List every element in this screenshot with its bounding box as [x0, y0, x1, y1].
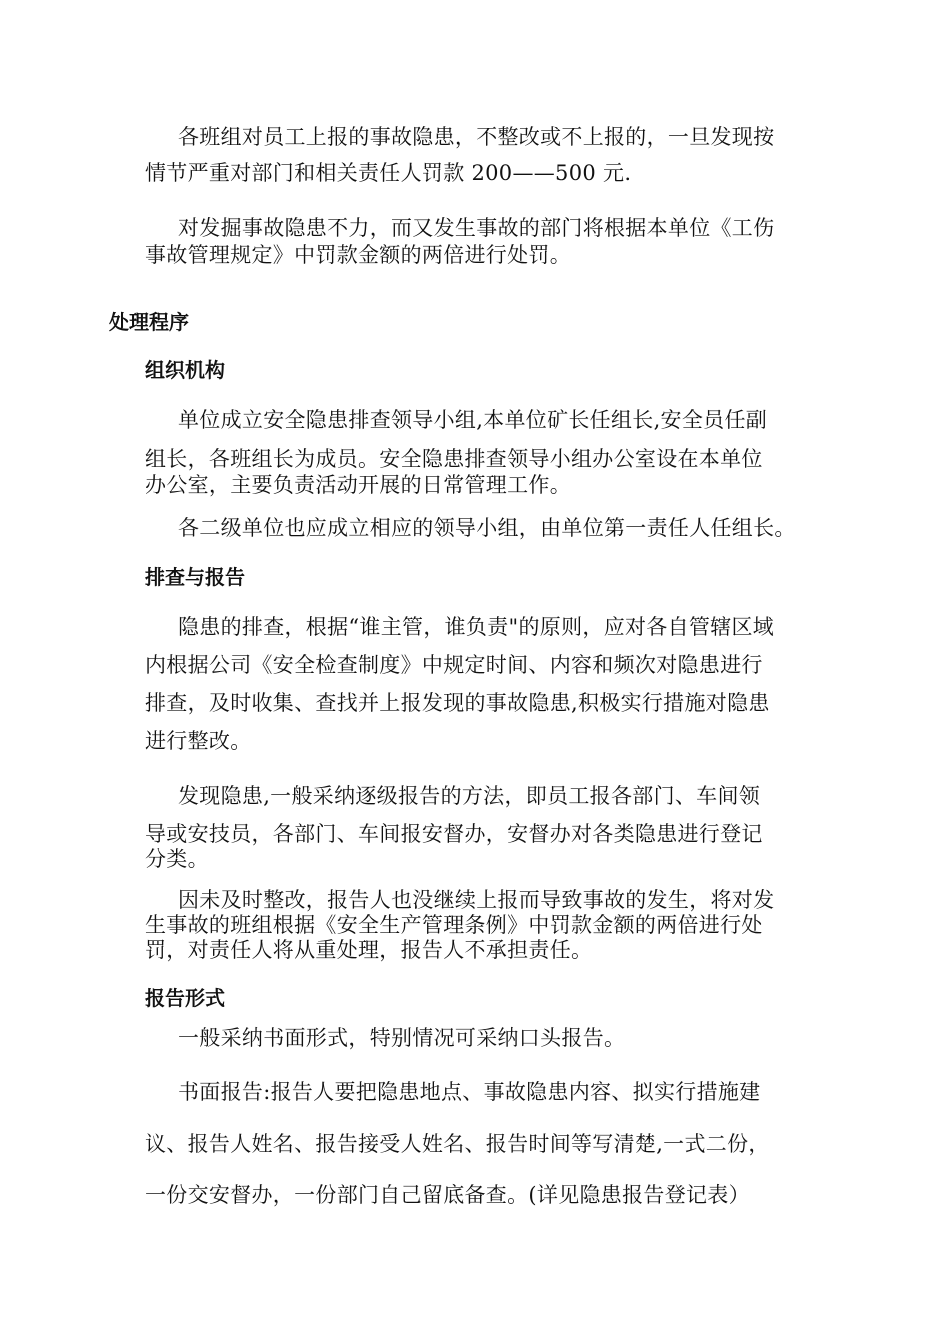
text-line: 对发掘事故隐患不力，而又发生事故的部门将根据本单位《工伤 [178, 216, 775, 240]
text-line: 议、报告人姓名、报告接受人姓名、报告时间等写清楚,一式二份， [145, 1132, 770, 1156]
text-line: 生事故的班组根据《安全生产管理条例》中罚款金额的两倍进行处 [145, 913, 763, 937]
text-line: 内根据公司《安全检查制度》中规定时间、内容和频次对隐患进行 [145, 653, 763, 677]
text-line: 分类。 [145, 847, 209, 871]
section-heading: 处理程序 [109, 310, 189, 334]
text-line: 事故管理规定》中罚款金额的两倍进行处罚。 [145, 243, 571, 267]
text-line: 单位成立安全隐患排查领导小组,本单位矿长任组长,安全员任副 [178, 408, 768, 432]
text-line: 隐患的排查，根据“谁主管，谁负责"的原则，应对各自管辖区域 [178, 615, 775, 639]
text-line: 进行整改。 [145, 729, 252, 753]
text-line: 一般采纳书面形式，特别情况可采纳口头报告。 [178, 1026, 626, 1050]
text-line: 导或安技员，各部门、车间报安督办，安督办对各类隐患进行登记 [145, 822, 763, 846]
text-line: 罚，对责任人将从重处理，报告人不承担责任。 [145, 938, 593, 962]
text-line: 各班组对员工上报的事故隐患，不整改或不上报的，一旦发现按 [178, 125, 775, 149]
text-line: 书面报告:报告人要把隐患地点、事故隐患内容、拟实行措施建 [178, 1080, 761, 1104]
text-line: 一份交安督办，一份部门自己留底备查。(详见隐患报告登记表） [145, 1183, 750, 1207]
text-line: 情节严重对部门和相关责任人罚款 200——500 元. [145, 161, 632, 185]
subheading-organization: 组织机构 [145, 358, 225, 382]
text-line: 排查，及时收集、查找并上报发现的事故隐患,积极实行措施对隐患 [145, 691, 770, 715]
text-line: 因未及时整改，报告人也没继续上报而导致事故的发生，将对发 [178, 888, 775, 912]
text-line: 组长，各班组长为成员。安全隐患排查领导小组办公室设在本单位 [145, 447, 763, 471]
text-line: 办公室，主要负责活动开展的日常管理工作。 [145, 473, 571, 497]
text-line: 发现隐患,一般采纳逐级报告的方法，即员工报各部门、车间领 [178, 784, 761, 808]
subheading-report-form: 报告形式 [145, 986, 225, 1010]
subheading-inspection-report: 排查与报告 [145, 565, 245, 589]
text-line: 各二级单位也应成立相应的领导小组，由单位第一责任人任组长。 [178, 516, 796, 540]
